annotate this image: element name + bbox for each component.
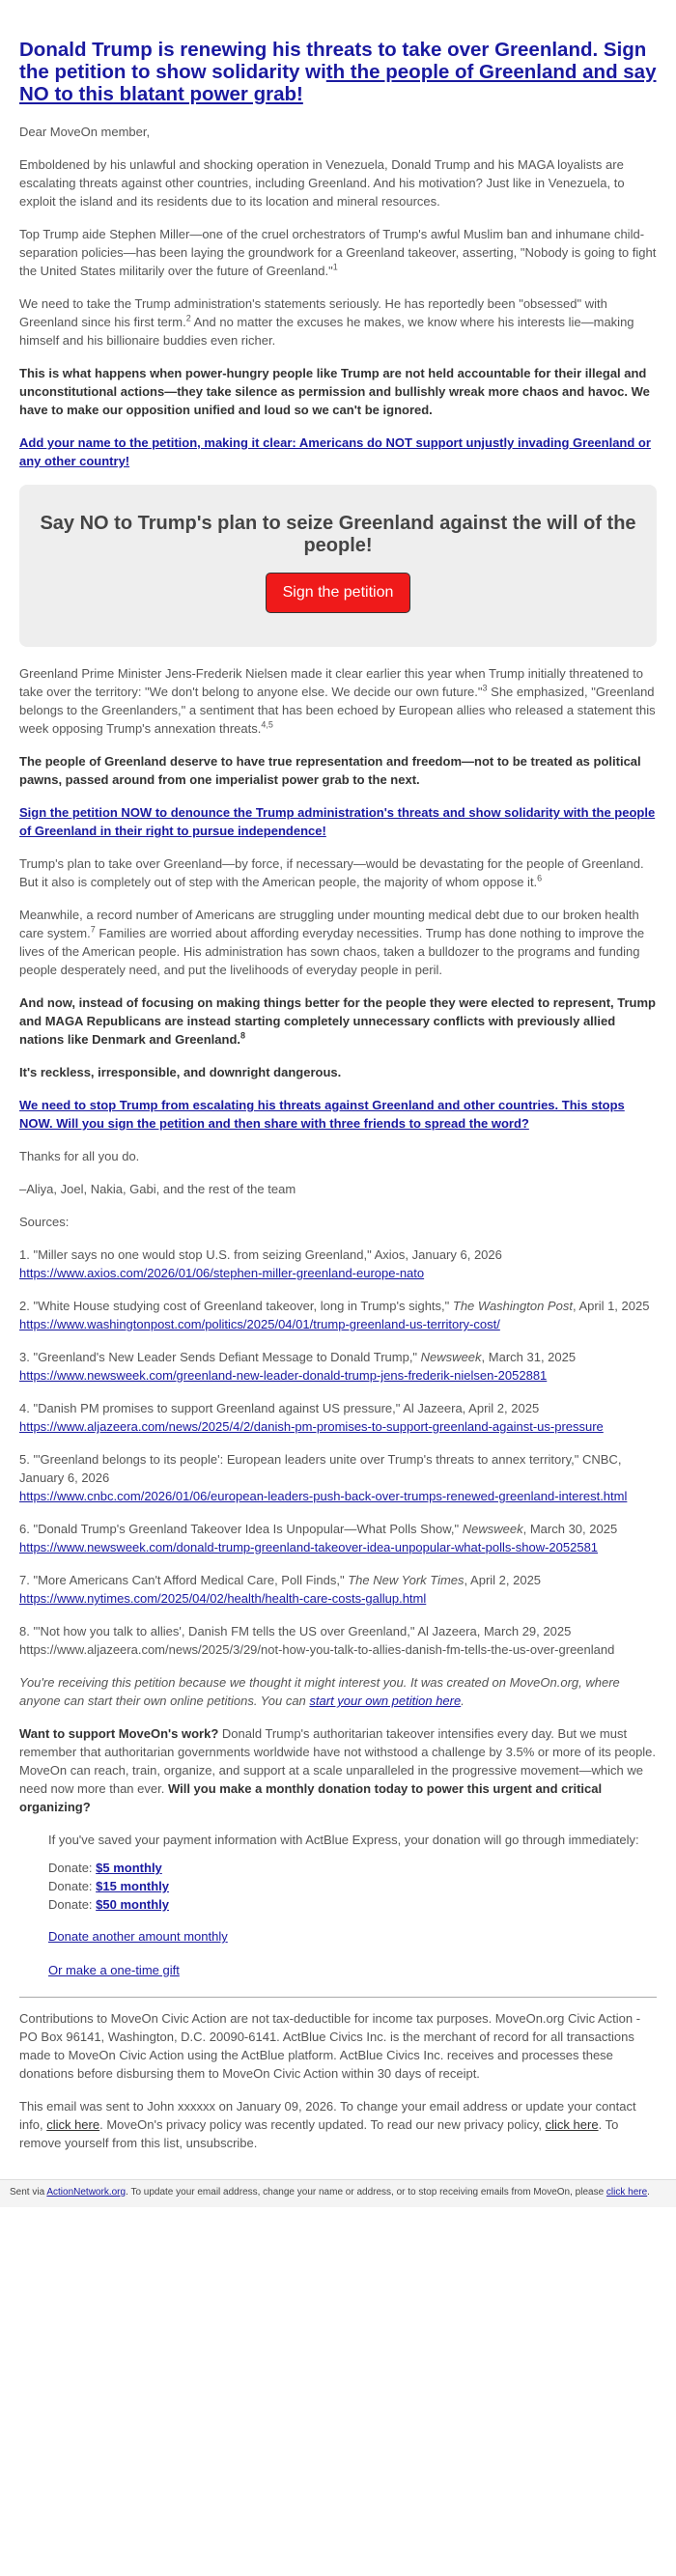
sources-label: Sources:	[19, 1215, 70, 1229]
source-item: 5. "'Greenland belongs to its people': European leaders unite over Trump's threats to annex territory," CNBC, January 6, 2026 https://www.cnbc.com/2026/01/06/european-leaders-push-back-over-trumps-renewed-greenland-interest.html	[19, 1452, 628, 1503]
paragraph: Trump's plan to take over Greenland—by force, if necessary—would be devastating for the people of Greenland. But it also is completely out of step with the American people, the majority of whom oppose it.$^6$	[19, 856, 644, 889]
donate-5-monthly-link[interactable]: $5 monthly	[96, 1861, 162, 1875]
donate-line: Donate: $15 monthly	[48, 1879, 170, 1893]
paragraph: Meanwhile, a record number of Americans are struggling under mounting medical debt due to our broken health care system.$^7$ Families are worried about affording everyday necessities. Trump has done nothing to improve the lives of the American people. His administration has sown chaos, taken a bulldozer to the programs and funding people desperately need, and put the livelihoods of everyday people in peril.	[19, 908, 645, 977]
start-petition-link[interactable]: start your own petition here	[309, 1694, 462, 1708]
petition-link[interactable]: Add your name to the petition, making it clear: Americans do NOT support unjustly invading Greenland or any other country!	[19, 435, 651, 468]
bold-paragraph: And now, instead of focusing on making things better for the people they were elected to represent, Trump and MAGA Republicans are instead starting completely unnecessary conflicts with previously allied nations like Denmark and Greenland.$^8$	[19, 995, 656, 1047]
source-link[interactable]: https://www.aljazeera.com/news/2025/4/2/danish-pm-promises-to-support-greenland-against-us-pressure	[19, 1419, 604, 1434]
signoff: –Aliya, Joel, Nakia, Gabi, and the rest of the team	[19, 1182, 296, 1196]
headline	[19, 39, 657, 105]
paragraph: We need to take the Trump administration's statements seriously. He has reportedly been "obsessed" with Greenland since his first term.$^2$ And no matter the excuses he makes, we know where his interests lie—making himself and his billionaire buddies even richer.	[19, 296, 634, 348]
donate-line: Donate: $5 monthly	[48, 1861, 162, 1875]
donate-one-time-line	[48, 1961, 657, 1979]
paragraph: Emboldened by his unlawful and shocking operation in Venezuela, Donald Trump and his MAGA loyalists are escalating threats against other countries, including Greenland. And his motivation? Just like in Venezuela, to exploit the island and its residents due to its location and mineral resources.	[19, 157, 625, 209]
petition-link[interactable]: We need to stop Trump from escalating his threats against Greenland and other countries. This stops NOW. Will you sign the petition and then share with three friends to spread the word?	[19, 1098, 625, 1131]
cta-paragraph	[19, 434, 657, 470]
source-url-text: https://www.aljazeera.com/news/2025/3/29/not-how-you-talk-to-allies-danish-fm-tells-the-us-over-greenland	[19, 1642, 615, 1657]
email-body	[0, 39, 676, 2152]
disclaimer: Contributions to MoveOn Civic Action are not tax-deductible for income tax purposes. MoveOn.org Civic Action - PO Box 96141, Washington, D.C. 20090-6141. ActBlue Civics Inc. is the merchant of record for all transactions made to MoveOn Civic Action using the ActBlue platform. ActBlue Civics Inc. receives and processes these donations before disbursing them to MoveOn Civic Action within 30 days of receipt.	[19, 2011, 641, 2081]
footnote-ref: 8	[240, 1030, 246, 1041]
donate-line: Donate: $50 monthly	[48, 1897, 170, 1912]
petition-link[interactable]: Sign the petition NOW to denounce the Trump administration's threats and show solidarity with the people of Greenland in their right to pursue independence!	[19, 805, 656, 838]
bold-paragraph: This is what happens when power-hungry people like Trump are not held accountable for their illegal and unconstitutional actions—they take silence as permission and bullishly wreak more chaos and havoc. We have to make our opposition unified and loud so we can't be ignored.	[19, 366, 650, 417]
footnote-ref: 6	[537, 873, 543, 883]
source-link[interactable]: https://www.newsweek.com/donald-trump-greenland-takeover-idea-unpopular-what-polls-show-2052581	[19, 1540, 599, 1554]
donate-15-monthly-link[interactable]: $15 monthly	[96, 1879, 170, 1893]
receiving-notice: You're receiving this petition because we thought it might interest you. It was created on MoveOn.org, where anyone can start their own online petitions. You can start your own petition here.	[19, 1675, 620, 1708]
divider	[19, 1997, 657, 1998]
bold-paragraph: It's reckless, irresponsible, and downright dangerous.	[19, 1065, 342, 1079]
update-contact-link[interactable]: click here	[46, 2117, 100, 2132]
source-item: 4. "Danish PM promises to support Greenland against US pressure," Al Jazeera, April 2, 2025 https://www.aljazeera.com/news/2025/4/2/danish-pm-promises-to-support-greenland-against-us-pressure	[19, 1401, 604, 1434]
donate-intro: If you've saved your payment information with ActBlue Express, your donation will go through immediately:	[48, 1833, 639, 1847]
source-item: 1. "Miller says no one would stop U.S. from seizing Greenland," Axios, January 6, 2026 https://www.axios.com/2026/01/06/stephen-miller-greenland-europe-nato	[19, 1247, 502, 1280]
footnote-ref: 3	[482, 683, 488, 693]
cta-paragraph	[19, 803, 657, 840]
thanks-line: Thanks for all you do.	[19, 1149, 140, 1163]
paragraph: Greenland Prime Minister Jens-Frederik Nielsen made it clear earlier this year when Trump initially threatened to take over the territory: "We don't belong to anyone else. We decide our own future."$^3$ She emphasized, "Greenland belongs to the Greenlanders," a sentiment that has been echoed by European allies who released a statement this week opposing Trump's annexation threats.$^{4,5}$	[19, 666, 656, 736]
headline-part1: Donald Trump is renewing his threats to take over Greenland. Sign the petition to show solidarity wi	[19, 39, 647, 83]
source-item: 2. "White House studying cost of Greenland takeover, long in Trump's sights," The Washington Post, April 1, 2025 https://www.washingtonpost.com/politics/2025/04/01/trump-greenland-us-territory-cost/	[19, 1299, 650, 1331]
paragraph: Top Trump aide Stephen Miller—one of the cruel orchestrators of Trump's awful Muslim ban and inhumane child-separation policies—has been laying the groundwork for a Greenland takeover, asserting, "Nobody is going to fight the United States militarily over the future of Greenland."$^1$	[19, 227, 657, 278]
donate-other-line	[48, 1927, 657, 1946]
callout-heading: Say NO to Trump's plan to seize Greenland against the will of the people!	[40, 513, 636, 556]
source-item: 3. "Greenland's New Leader Sends Defiant Message to Donald Trump," Newsweek, March 31, 2025 https://www.newsweek.com/greenland-new-leader-donald-trump-jens-frederik-nielsen-2052881	[19, 1350, 577, 1383]
support-paragraph: Want to support MoveOn's work? Donald Trump's authoritarian takeover intensifies every day. But we must remember that authoritarian governments worldwide have not withstood a challenge by 3.5% or more of its people. MoveOn can reach, train, organize, and support at a scale unparalleled in the progressive movement—which we need now more than ever. Will you make a monthly donation today to power this urgent and critical organizing?	[19, 1726, 657, 1814]
footnote-ref: 2	[185, 313, 191, 323]
footer-unsubscribe-link[interactable]: click here	[606, 2187, 648, 2198]
greeting: Dear MoveOn member,	[19, 125, 151, 139]
actionnetwork-link[interactable]: ActionNetwork.org	[46, 2187, 127, 2198]
email-notice: This email was sent to John xxxxxx on January 09, 2026. To change your email address or update your contact info, click here. MoveOn's privacy policy was recently updated. To read our new privacy policy, click here. To remove yourself from this list, unsubscribe.	[19, 2099, 636, 2150]
source-item: 6. "Donald Trump's Greenland Takeover Idea Is Unpopular—What Polls Show," Newsweek, March 30, 2025 https://www.newsweek.com/donald-trump-greenland-takeover-idea-unpopular-what-polls-show-2052581	[19, 1522, 618, 1554]
sign-petition-button[interactable]: Sign the petition	[266, 573, 411, 613]
source-link[interactable]: https://www.newsweek.com/greenland-new-leader-donald-trump-jens-frederik-nielsen-2052881	[19, 1368, 548, 1383]
footnote-ref: 7	[90, 924, 96, 935]
petition-callout-box	[19, 485, 657, 647]
headline-link[interactable]: th the people of Greenland and say NO to this blatant power grab!	[19, 61, 657, 105]
privacy-policy-link[interactable]: click here	[545, 2117, 599, 2132]
bold-paragraph: The people of Greenland deserve to have true representation and freedom—not to be treated as political pawns, passed around from one imperialist power grab to the next.	[19, 754, 641, 787]
source-link[interactable]: https://www.nytimes.com/2025/04/02/health/health-care-costs-gallup.html	[19, 1591, 427, 1606]
donate-other-amount-link[interactable]: Donate another amount monthly	[48, 1929, 228, 1944]
source-link[interactable]: https://www.washingtonpost.com/politics/2025/04/01/trump-greenland-us-territory-cost/	[19, 1317, 500, 1331]
footer-bar: Sent via ActionNetwork.org. To update your email address, change your name or address, or to stop receiving emails from MoveOn, please click here.	[0, 2179, 676, 2207]
footnote-ref: 1	[332, 262, 338, 272]
source-item: 7. "More Americans Can't Afford Medical Care, Poll Finds," The New York Times, April 2, 2025 https://www.nytimes.com/2025/04/02/health/health-care-costs-gallup.html	[19, 1573, 542, 1606]
source-link[interactable]: https://www.axios.com/2026/01/06/stephen-miller-greenland-europe-nato	[19, 1266, 425, 1280]
source-item: 8. "'Not how you talk to allies', Danish FM tells the US over Greenland," Al Jazeera, March 29, 2025 https://www.aljazeera.com/news/2025/3/29/not-how-you-talk-to-allies-danish-fm-tells-the-us-over-greenland	[19, 1624, 615, 1657]
source-link[interactable]: https://www.cnbc.com/2026/01/06/european-leaders-push-back-over-trumps-renewed-greenland-interest.html	[19, 1489, 628, 1503]
sources-list	[19, 1213, 657, 1659]
footnote-ref: 4,5	[261, 719, 273, 730]
one-time-gift-link[interactable]: Or make a one-time gift	[48, 1963, 180, 1977]
donate-50-monthly-link[interactable]: $50 monthly	[96, 1897, 170, 1912]
donate-section	[19, 1831, 657, 1979]
cta-paragraph	[19, 1096, 657, 1133]
